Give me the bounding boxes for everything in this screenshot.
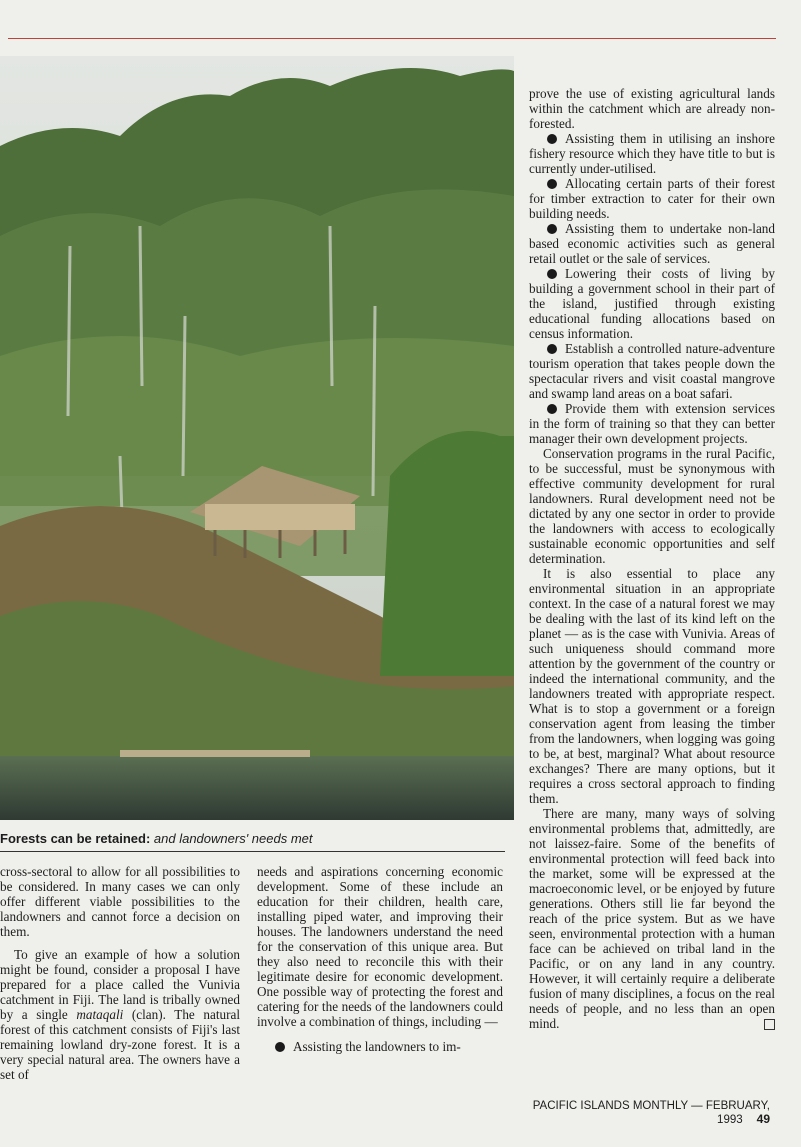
bullet-text: Assisting the landowners to im-	[293, 1039, 461, 1054]
bullet-icon	[547, 134, 557, 144]
italic-term: mataqali	[76, 1007, 124, 1022]
bullet-text: Lowering their costs of living by building a government school in their part of the island, justified through existing educational funding allocations based on census information.	[529, 266, 775, 341]
publication-line: PACIFIC ISLANDS MONTHLY — FEBRUARY, 1993	[532, 1100, 770, 1126]
bullet-text: Allocating certain parts of their forest for timber extraction to cater for their own building needs.	[529, 176, 775, 221]
top-rule	[8, 38, 776, 39]
bullet-icon	[547, 404, 557, 414]
bullet-text: Provide them with extension services in the form of training so that they can better manager their own development projects.	[529, 401, 775, 446]
bullet-icon	[547, 179, 557, 189]
caption-bold: Forests can be retained:	[0, 831, 151, 846]
paragraph	[0, 947, 240, 1082]
end-mark-icon	[764, 1019, 775, 1030]
bullet-item	[257, 1039, 503, 1054]
bullet-icon	[547, 344, 557, 354]
caption-rule	[0, 851, 505, 852]
forest-photo	[0, 56, 514, 820]
bullet-icon	[547, 269, 557, 279]
paragraph-text: There are many, many ways of solving environmental problems that, admittedly, are not laissez-faire. Some of the benefits of environmental protection will feed back into the market, some will be expressed at the macroeconomic level, or be enjoyed by future generations. Others still lie far beyond the reach of the price system. But as we have seen, environmental protection with a human face can be achieved on tribal land in the Pacific, or on any land in any country. However, it will certainly require a deliberate fusion of many disciplines, a focus on the real needs of people, and no less than an open mind.	[529, 806, 775, 1031]
bullet-text: Assisting them to undertake non-land based economic activities such as general retail outlet or the sale of services.	[529, 221, 775, 266]
bullet-item	[529, 221, 775, 266]
paragraph	[529, 806, 775, 1031]
page-number: 49	[756, 1112, 770, 1126]
bullet-item	[529, 341, 775, 401]
bullet-item	[529, 266, 775, 341]
paragraph: prove the use of existing agricultural lands within the catchment which are already non-forested.	[529, 86, 775, 131]
bullet-item	[529, 401, 775, 446]
photo-caption	[0, 831, 514, 846]
bullet-item	[529, 131, 775, 176]
paragraph: needs and aspirations concerning economic development. Some of these include an education for their children, health care, installing piped water, and improving their houses. The landowners understand the need for the conservation of this unique area. But they also need to reconcile this with their legitimate desire for economic development. One possible way of protecting the forest and catering for the needs of the landowners could involve a combination of things, including —	[257, 864, 503, 1029]
column-middle	[257, 864, 503, 1054]
bullet-icon	[275, 1042, 285, 1052]
page-footer	[480, 1100, 770, 1126]
bullet-text: Establish a controlled nature-adventure tourism operation that takes people down the spectacular rivers and visit coastal mangrove and swamp land areas on a boat safari.	[529, 341, 775, 401]
paragraph: It is also essential to place any environmental situation in an appropriate context. In the case of a natural forest we may be dealing with the last of its kind left on the planet — as is the case with Vunivia. Areas of such uniqueness should command more attention by the government of the country or indeed the international community, and the landowners treated with appropriate respect. What is to stop a government or a foreign conservation agent from leasing the timber from the landowners, when logging was going to be, at best, marginal? What about resource exchanges? There are many options, but it requires a cross sectoral approach to finding them.	[529, 566, 775, 806]
column-right	[529, 86, 775, 1031]
paragraph: Conservation programs in the rural Pacific, to be successful, must be synonymous with effective community development for rural landowners. Rural development need not be dictated by any one sector in order to provide the landowners with access to ecologically sustainable economic opportunities and self determination.	[529, 446, 775, 566]
bullet-item	[529, 176, 775, 221]
caption-italic: and landowners' needs met	[153, 831, 313, 846]
paragraph: cross-sectoral to allow for all possibilities to be considered. In many cases we can only offer different viable possibilities to the landowners and cannot force a decision on them.	[0, 864, 240, 939]
column-left	[0, 864, 240, 1082]
paragraph-text: To give an example of how a solution might be found, consider a proposal I have prepared for a place called the Vunivia catchment in Fiji. The land is tribally owned by a single	[0, 947, 240, 1022]
bullet-icon	[547, 224, 557, 234]
bullet-text: Assisting them in utilising an inshore fishery resource which they have title to but is currently under-utilised.	[529, 131, 775, 176]
paragraph-text: (clan). The natural forest of this catchment consists of Fiji's last remaining lowland dry-zone forest. It is a very special natural area. The owners have a set of	[0, 1007, 241, 1082]
